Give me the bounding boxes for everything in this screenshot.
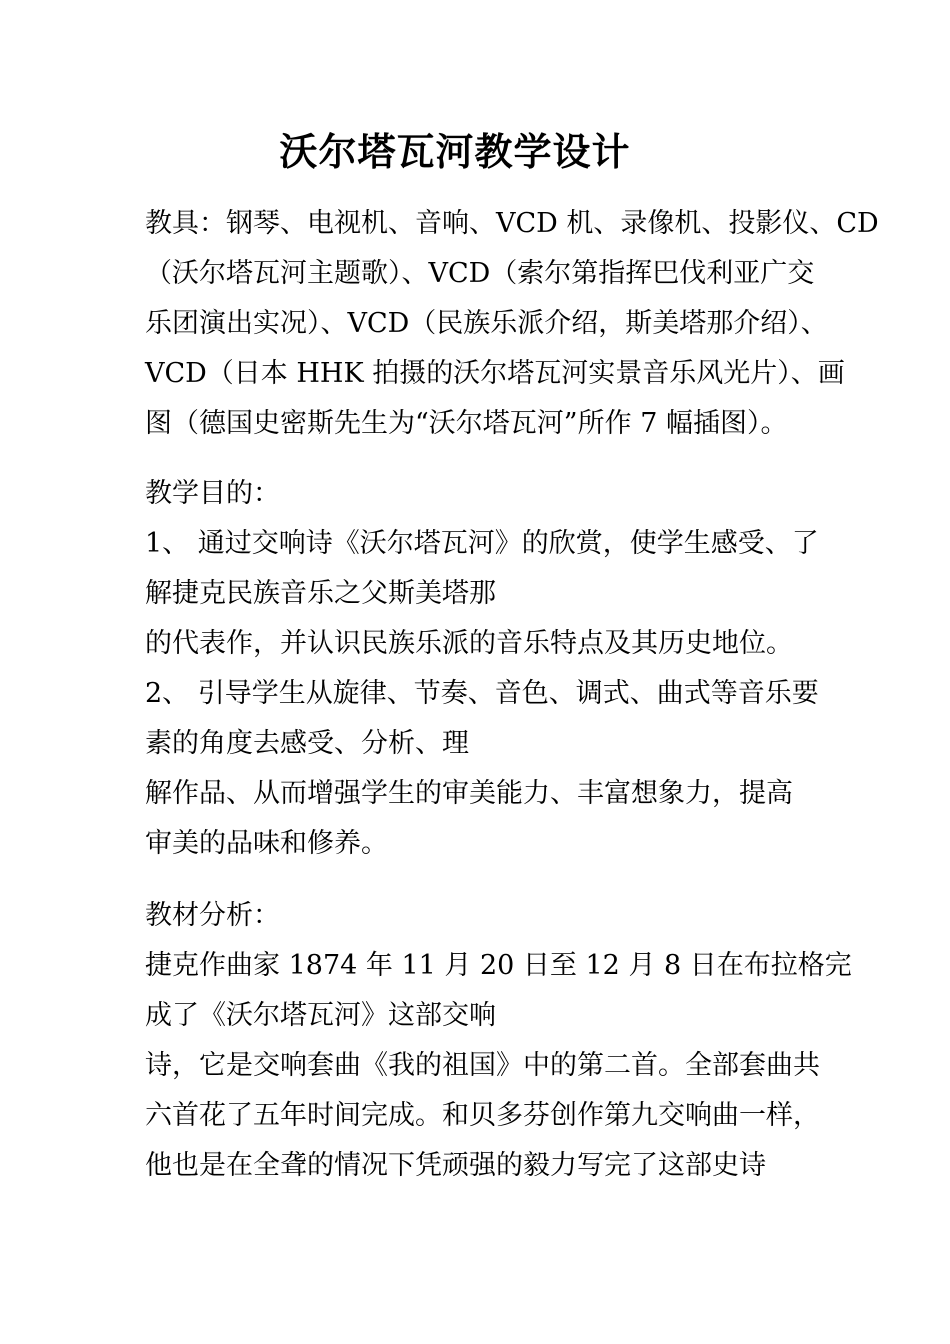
text-line: 审美的品味和修养。 xyxy=(145,828,388,859)
text-line: 2、 引导学生从旋律、节奏、音色、调式、曲式等音乐要 xyxy=(145,678,819,709)
text-line: 成了《沃尔塔瓦河》这部交响 xyxy=(145,1000,496,1031)
text-line: 乐团演出实况）、VCD（民族乐派介绍，斯美塔那介绍）、 xyxy=(145,308,828,339)
text-line: 图（德国史密斯先生为“沃尔塔瓦河”所作 7 幅插图）。 xyxy=(145,408,788,439)
text-line: 解作品、从而增强学生的审美能力、丰富想象力，提高 xyxy=(145,778,793,809)
text-line: 的代表作，并认识民族乐派的音乐特点及其历史地位。 xyxy=(145,628,793,659)
document-title: 沃尔塔瓦河教学设计 xyxy=(279,129,631,174)
text-line: 素的角度去感受、分析、理 xyxy=(145,728,469,759)
text-line: 诗，它是交响套曲《我的祖国》中的第二首。全部套曲共 xyxy=(145,1050,820,1081)
text-line: 捷克作曲家 1874 年 11 月 20 日至 12 月 8 日在布拉格完 xyxy=(145,950,852,981)
text-line: 1、 通过交响诗《沃尔塔瓦河》的欣赏，使学生感受、了 xyxy=(145,528,819,559)
text-line: 解捷克民族音乐之父斯美塔那 xyxy=(145,578,496,609)
text-line: 他也是在全聋的情况下凭顽强的毅力写完了这部史诗 xyxy=(145,1150,766,1181)
text-line: （沃尔塔瓦河主题歌）、VCD（索尔第指挥巴伐利亚广交 xyxy=(145,258,815,289)
text-line: VCD（日本 HHK 拍摄的沃尔塔瓦河实景音乐风光片）、画 xyxy=(145,358,845,389)
section-heading-material-analysis: 教材分析： xyxy=(145,900,280,931)
text-line: 六首花了五年时间完成。和贝多芬创作第九交响曲一样， xyxy=(145,1100,820,1131)
text-line: 教具：钢琴、电视机、音响、VCD 机、录像机、投影仪、CD xyxy=(145,208,879,239)
section-heading-teaching-goals: 教学目的： xyxy=(145,478,280,509)
